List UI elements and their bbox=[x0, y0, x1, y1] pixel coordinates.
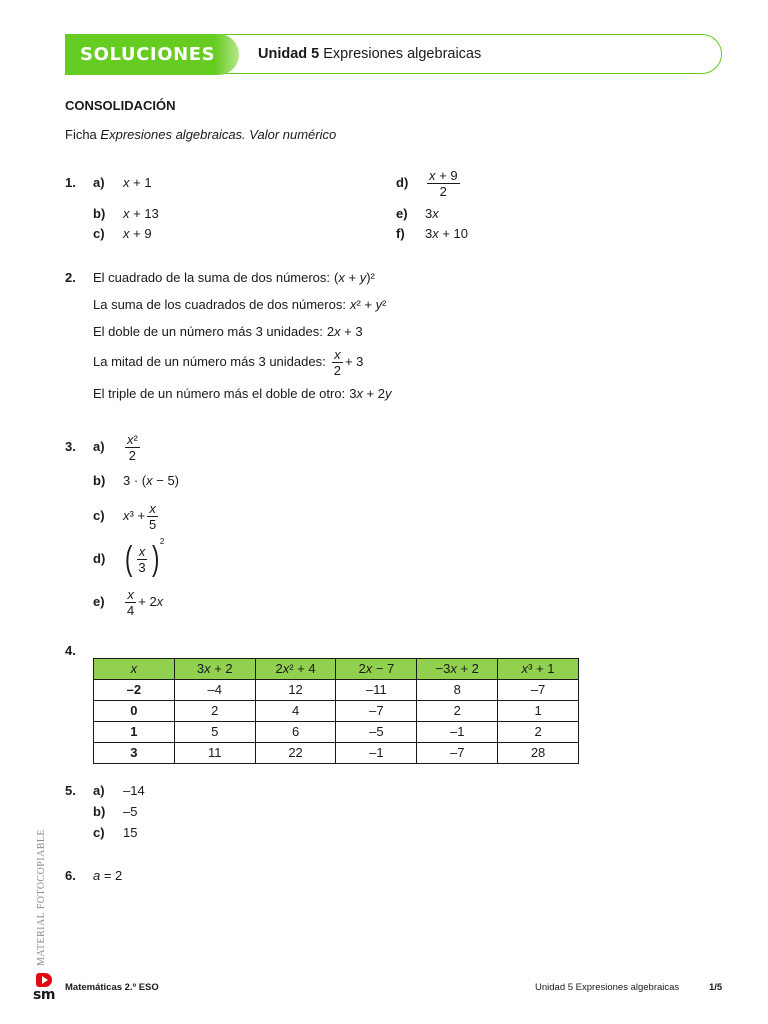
answer-expression: 3x + 10 bbox=[425, 226, 469, 241]
table-cell: 4 bbox=[255, 701, 336, 722]
answer-expression: x + 1 bbox=[123, 175, 152, 190]
exercise-number: 2. bbox=[65, 270, 76, 285]
fraction bbox=[125, 432, 140, 463]
fraction bbox=[147, 501, 158, 532]
item-label: d) bbox=[396, 175, 409, 190]
column-header: x bbox=[94, 659, 175, 680]
expression-tail: + 3 bbox=[344, 354, 364, 369]
answer-expression: x + 9 bbox=[123, 226, 152, 241]
exercise-3-item-b bbox=[93, 473, 179, 489]
table-cell: 12 bbox=[255, 680, 336, 701]
fraction-numerator: x + 9 bbox=[429, 167, 458, 183]
exercise-3-item-a bbox=[65, 430, 142, 464]
exercise-1-item-b bbox=[93, 206, 159, 222]
exercise-3-item-d bbox=[93, 536, 164, 582]
sm-logo bbox=[33, 972, 57, 1004]
table-cell: –7 bbox=[336, 701, 417, 722]
table-row bbox=[94, 701, 579, 722]
fraction-denominator: 2 bbox=[333, 362, 341, 378]
answer-expression: (x + y)² bbox=[334, 270, 375, 285]
item-label: c) bbox=[93, 508, 105, 523]
table-cell: 6 bbox=[255, 722, 336, 743]
answer-value: –5 bbox=[123, 804, 138, 819]
item-label: a) bbox=[93, 439, 105, 454]
table-cell: 22 bbox=[255, 743, 336, 764]
fraction-numerator: x² bbox=[127, 431, 138, 447]
column-header: 3x + 2 bbox=[174, 659, 255, 680]
logo-text: sm bbox=[33, 987, 55, 1003]
fraction-numerator: x bbox=[149, 500, 156, 516]
exercise-number: 5. bbox=[65, 783, 76, 798]
expression-head: x³ + bbox=[123, 508, 146, 523]
exercise-number: 1. bbox=[65, 175, 76, 190]
exercise-2-line-1 bbox=[65, 270, 375, 286]
fraction-denominator: 5 bbox=[149, 516, 157, 532]
item-label: b) bbox=[93, 473, 106, 488]
table-row bbox=[94, 680, 579, 701]
values-table bbox=[93, 658, 579, 764]
table-row bbox=[94, 722, 579, 743]
item-label: f) bbox=[396, 226, 405, 241]
exercise-1-item-f bbox=[396, 226, 468, 242]
fraction bbox=[332, 347, 343, 378]
fraction bbox=[427, 168, 460, 199]
item-label: b) bbox=[93, 206, 106, 221]
table-cell: –4 bbox=[174, 680, 255, 701]
footer-course: Matemáticas 2.º ESO bbox=[65, 982, 159, 993]
close-parenthesis: ) bbox=[151, 540, 159, 578]
table-cell: 5 bbox=[174, 722, 255, 743]
unit-number: Unidad 5 bbox=[258, 46, 320, 62]
table-cell: 2 bbox=[174, 701, 255, 722]
unit-name: Expresiones algebraicas bbox=[323, 46, 482, 62]
solutions-tab-label: SOLUCIONES bbox=[80, 44, 216, 65]
table-cell: 3 bbox=[94, 743, 175, 764]
exercise-6 bbox=[65, 868, 122, 884]
worksheet-name: Expresiones algebraicas. Valor numérico bbox=[100, 127, 337, 142]
table-cell: –1 bbox=[417, 722, 498, 743]
table-header-row bbox=[94, 659, 579, 680]
table-cell: –7 bbox=[498, 680, 579, 701]
footer-unit: Unidad 5 Expresiones algebraicas bbox=[535, 982, 680, 993]
column-header: −3x + 2 bbox=[417, 659, 498, 680]
exercise-1-item-d bbox=[396, 166, 462, 200]
expression-tail: + 2x bbox=[138, 594, 164, 609]
fraction-denominator: 4 bbox=[127, 602, 135, 618]
exercise-1-item-e bbox=[396, 206, 439, 222]
column-header: 2x² + 4 bbox=[255, 659, 336, 680]
statement-text: El doble de un número más 3 unidades: bbox=[93, 324, 323, 339]
exercise-number: 6. bbox=[65, 868, 76, 883]
exercise-number: 4. bbox=[65, 643, 76, 658]
table-cell: –7 bbox=[417, 743, 498, 764]
worksheet-prefix: Ficha bbox=[65, 127, 97, 142]
table-cell: 1 bbox=[498, 701, 579, 722]
answer-value: 15 bbox=[123, 825, 138, 840]
answer-expression: 3x bbox=[425, 206, 439, 221]
exercise-5-item-c bbox=[93, 825, 137, 841]
statement-text: El triple de un número más el doble de otro: bbox=[93, 386, 346, 401]
answer-expression: 3 · (x − 5) bbox=[123, 473, 179, 488]
fraction bbox=[136, 544, 147, 575]
item-label: e) bbox=[93, 594, 105, 609]
exercise-1-item-a bbox=[65, 175, 152, 191]
table-cell: 8 bbox=[417, 680, 498, 701]
fraction-denominator: 3 bbox=[138, 559, 146, 575]
exercise-5-item-a bbox=[65, 783, 145, 799]
item-label: c) bbox=[93, 825, 105, 840]
section-title: CONSOLIDACIÓN bbox=[65, 98, 176, 113]
item-label: d) bbox=[93, 551, 106, 566]
answer-expression: 3x + 2y bbox=[349, 386, 392, 401]
table-row bbox=[94, 743, 579, 764]
fraction-numerator: x bbox=[138, 543, 146, 559]
exercise-3-item-e bbox=[93, 585, 163, 619]
exercise-5-item-b bbox=[93, 804, 137, 820]
answer-expression: x² + y² bbox=[349, 297, 387, 312]
table-cell: –11 bbox=[336, 680, 417, 701]
item-label: a) bbox=[93, 175, 105, 190]
worksheet-title bbox=[65, 127, 336, 143]
answer-expression: 2x + 3 bbox=[326, 324, 363, 339]
photocopiable-note: MATERIAL FOTOCOPIABLE bbox=[36, 829, 47, 966]
exercise-3-item-c bbox=[93, 499, 160, 533]
exercise-1-item-c bbox=[93, 226, 152, 242]
statement-text: La mitad de un número más 3 unidades: bbox=[93, 354, 326, 369]
item-label: b) bbox=[93, 804, 106, 819]
table-cell: 2 bbox=[498, 722, 579, 743]
fraction-denominator: 2 bbox=[128, 447, 137, 463]
answer-value: –14 bbox=[123, 783, 145, 798]
table-cell: 2 bbox=[417, 701, 498, 722]
fraction-denominator: 2 bbox=[439, 183, 447, 199]
unit-title bbox=[258, 45, 481, 63]
play-icon bbox=[36, 973, 52, 987]
table-cell: –2 bbox=[94, 680, 175, 701]
table-cell: 0 bbox=[94, 701, 175, 722]
exercise-2-line-2 bbox=[93, 297, 386, 313]
statement-text: La suma de los cuadrados de dos números: bbox=[93, 297, 346, 312]
item-label: c) bbox=[93, 226, 105, 241]
column-header: x³ + 1 bbox=[498, 659, 579, 680]
statement-text: El cuadrado de la suma de dos números: bbox=[93, 270, 331, 285]
answer-expression: x + 13 bbox=[123, 206, 159, 221]
exercise-2-line-3 bbox=[93, 324, 363, 340]
column-header: 2x − 7 bbox=[336, 659, 417, 680]
item-label: e) bbox=[396, 206, 408, 221]
item-label: a) bbox=[93, 783, 105, 798]
fraction bbox=[125, 587, 136, 618]
exercise-2-line-5 bbox=[93, 386, 391, 402]
table-cell: –5 bbox=[336, 722, 417, 743]
table-cell: 1 bbox=[94, 722, 175, 743]
page-number: 1/5 bbox=[709, 982, 723, 993]
exercise-2-line-4 bbox=[93, 345, 363, 379]
answer-expression: a = 2 bbox=[93, 868, 123, 883]
table-cell: 28 bbox=[498, 743, 579, 764]
fraction-numerator: x bbox=[127, 586, 134, 602]
table-cell: –1 bbox=[336, 743, 417, 764]
exercise-number: 3. bbox=[65, 439, 76, 454]
fraction-numerator: x bbox=[334, 346, 341, 362]
table-cell: 11 bbox=[174, 743, 255, 764]
open-parenthesis: ( bbox=[124, 540, 133, 578]
exponent: 2 bbox=[159, 537, 165, 546]
